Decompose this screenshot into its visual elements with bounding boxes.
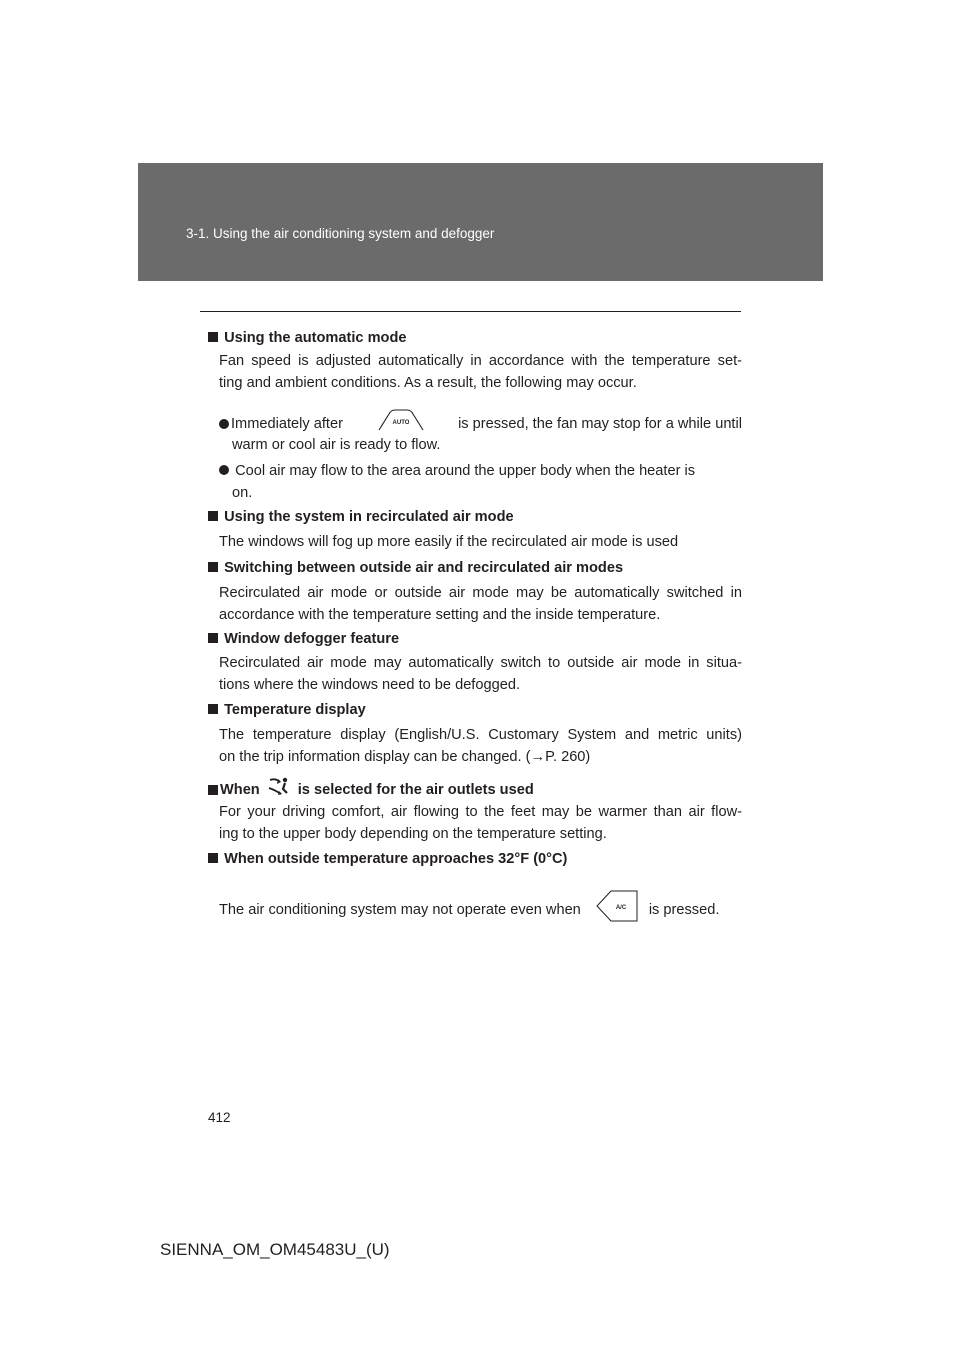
heading-outside-temperature: When outside temperature approaches 32°F (0°C) [208, 848, 742, 870]
bullet-auto-fan-stop-cont: warm or cool air is ready to flow. [232, 437, 441, 453]
paragraph-automatic-mode: Fan speed is adjusted automatically in accordance with the temperature set- ting and ambient conditions. As a result, the following may occur. [219, 353, 742, 391]
heading-automatic-mode: Using the automatic mode [208, 327, 742, 349]
paragraph-temperature-display: The temperature display (English/U.S. Customary System and metric units) on the trip information display can be changed. (→P. 260) [219, 727, 742, 765]
square-bullet-icon [208, 785, 218, 795]
heading-air-outlets: When is selected for the air outlets used [208, 776, 742, 803]
feet-upper-body-airflow-icon [266, 776, 292, 803]
paragraph-outside-temperature: The air conditioning system may not operate even when A/C is pressed. [208, 890, 742, 929]
bullet-auto-fan-stop: Immediately after AUTO is pressed, the fan may stop for a while until [208, 408, 742, 439]
square-bullet-icon [208, 704, 218, 714]
round-bullet-icon [219, 419, 229, 429]
divider [200, 311, 741, 312]
section-title: 3-1. Using the air conditioning system and defogger [186, 226, 495, 241]
square-bullet-icon [208, 853, 218, 863]
heading-defogger-feature: Window defogger feature [208, 628, 742, 650]
section-header-band [138, 163, 823, 281]
heading-temperature-display: Temperature display [208, 699, 742, 721]
square-bullet-icon [208, 562, 218, 572]
paragraph-air-outlets: For your driving comfort, air flowing to the feet may be warmer than air flow- ing to the upper body depending on the temperature setting. [219, 804, 742, 842]
round-bullet-icon [219, 465, 229, 475]
heading-recirculated-mode: Using the system in recirculated air mode [208, 506, 742, 528]
square-bullet-icon [208, 511, 218, 521]
svg-text:AUTO: AUTO [392, 420, 409, 426]
bullet-cool-air-cont: on. [232, 485, 253, 501]
paragraph-defogger-feature: Recirculated air mode may automatically switch to outside air mode in situa- tions where the windows need to be defogged. [219, 655, 742, 693]
square-bullet-icon [208, 633, 218, 643]
paragraph-recirculated-mode: The windows will fog up more easily if the recirculated air mode is used [219, 534, 679, 550]
square-bullet-icon [208, 332, 218, 342]
ac-button-icon [595, 890, 639, 929]
page-number: 412 [208, 1110, 231, 1125]
bullet-cool-air: Cool air may flow to the area around the upper body when the heater is [208, 460, 742, 482]
paragraph-switching-modes: Recirculated air mode or outside air mode may be automatically switched in accordance with the temperature setting and the inside temperature. [219, 585, 742, 623]
svg-text:A/C: A/C [615, 905, 626, 911]
document-code-footer: SIENNA_OM_OM45483U_(U) [160, 1240, 390, 1259]
heading-switching-modes: Switching between outside air and recirculated air modes [208, 557, 742, 579]
